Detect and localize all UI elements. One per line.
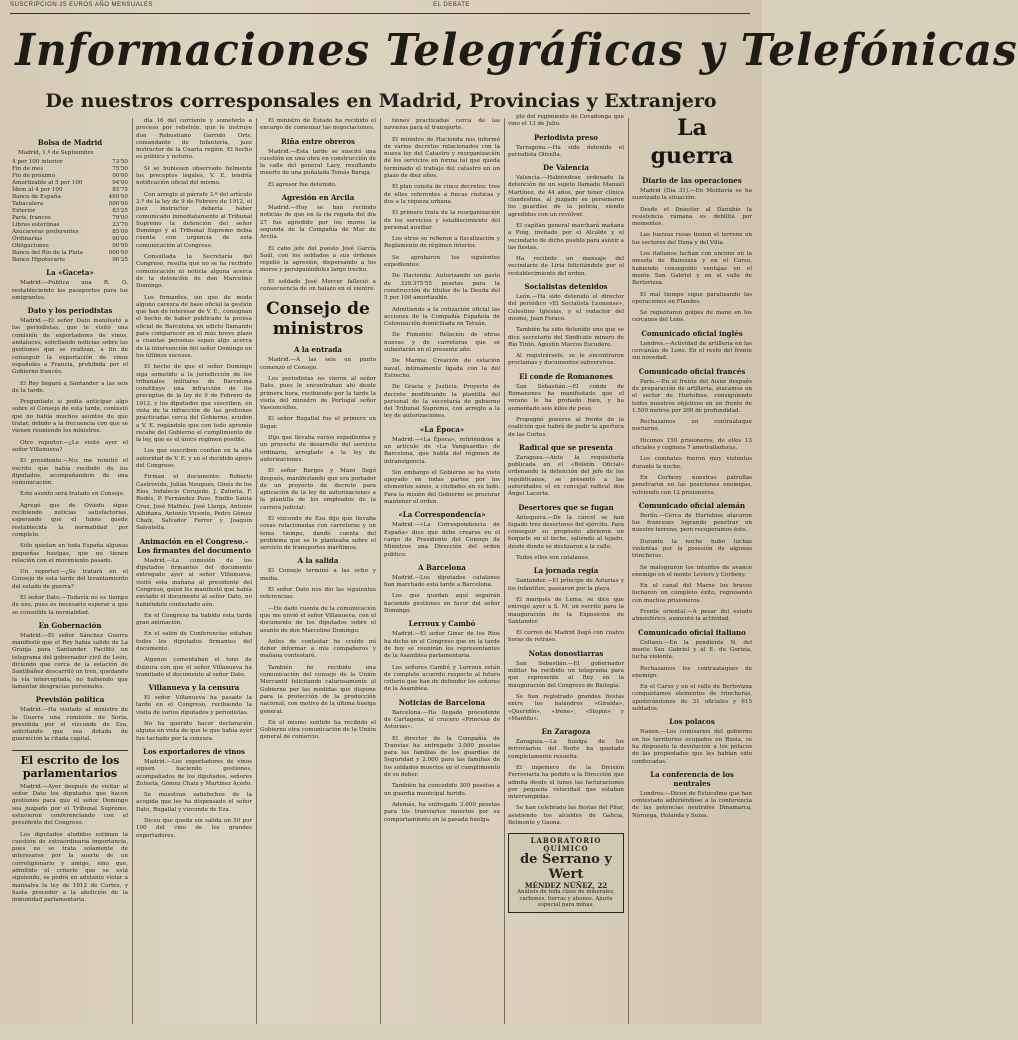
article-paragraph: León.—Ha sido detenido el director del periódico «El Socialista Leonense», Celestino Iglesias, y el redactor del mismo, Juan Feraco.: [508, 294, 624, 322]
bolsa-label: Azucareras preferentes: [12, 229, 79, 236]
bolsa-label: París, francos: [12, 215, 51, 222]
bolsa-value: 00'00: [112, 236, 128, 243]
article-paragraph: —He dado cuenta de la comunicación que me envió el señor Villanueva, con el documento de los diputados sobre el asunto de don Marcelino Domingo.: [260, 605, 376, 634]
article-paragraph: Londres.—Dicen de Estocolmo que han contestado adhiriéndose a la conferencia de las potencias neutrales Dinamarca, Noruega, Holanda y Suiza.: [632, 790, 752, 819]
bolsa-row: [12, 215, 128, 222]
article-paragraph: Madrid.—Publica una R. O. restableciendo los pasaportes para los emigrantes.: [12, 280, 128, 301]
column-3: [256, 118, 380, 1024]
article-paragraph: Preguntado si podía anticipar algo sobre el Consejo de esta tarde, contestó que no había muchos asuntos de que tratar, debido a la frecuencia con que se vienen reuniendo los ministros.: [12, 399, 128, 435]
article-paragraph: El señor Villanueva ha pasado la tarde en el Congreso, recibiendo la visita de varios diputados y periodistas.: [136, 695, 252, 716]
salida-heading: A la salida: [297, 556, 339, 566]
article-paragraph: También he recibido una comunicación del consejo de la Unión Mercantil felicitando calurosamente al Gobierno por las medidas que dispone para la protección de la producción nacional, con motivo de la última huelga general.: [260, 664, 376, 715]
article-paragraph: Madrid.—Los diputados catalanes han marchado esta tarde a Barcelona.: [384, 574, 500, 589]
article-paragraph: Consultada la Secretaría del Congreso, resulta que no se ha recibido comunicación ni noticia alguna acerca de la detención de don Marcelino Domingo.: [136, 254, 252, 290]
column-6: [628, 112, 756, 1018]
article-paragraph: Admitiendo a la cotización oficial las acciones de la Compañía Española de Colonización domiciliada en Tetuán.: [384, 306, 500, 328]
bolsa-label: Amortizable al 5 por 100: [12, 180, 83, 187]
article-paragraph: Madrid.—A las seis en punto comenzó el Consejo.: [260, 357, 376, 371]
article-paragraph: Berlín.—Cerca de Hurtebise atacaron los franceses logrando penetrar en nuestro terreno, pero recuperamos éste.: [632, 512, 752, 534]
bolsa-row: [12, 236, 128, 243]
article-paragraph: En el mismo sentido ha recibido el Gobierno otra comunicación de la Unión general de comercio.: [260, 719, 376, 741]
gaceta-heading: La «Gaceta»: [46, 268, 94, 278]
bolsa-row: [12, 229, 128, 236]
operaciones-heading: Diario de las operaciones: [642, 176, 742, 185]
article-paragraph: Propugnó ponerse al frente de la coalición que habrá de pedir la apertura de las Cortes.: [508, 416, 624, 438]
bolsa-label: Ordinarias: [12, 236, 43, 243]
article-paragraph: También ha sido detenido uno que se dice secretario del Sindicato minero de Río Tinto, Agustín Marcos Escudero.: [508, 327, 624, 348]
bolsa-value: 85'00: [112, 229, 128, 236]
article-paragraph: Se muestran satisfechos de la acogida que les ha dispensado el señor Dato, Bugallal y vizconde de Eza.: [136, 792, 252, 813]
article-paragraph: Madrid.—El señor Sánchez Guerra manifestó que el Rey había salido de La Granja para Santander. Facilitó un telegrama del gobernador civil de León, diciendo que cerca de la estación de Santibáñez descarriló un tren, quedando la vía interceptada, no habiendo que lamentar desgracias personales.: [12, 632, 128, 690]
article-paragraph: En el Carso y en el valle de Bertovizza conquistamos elementos de trincheras, apoderándonos de 31 oficiales y 615 soldados.: [632, 684, 752, 713]
ad-address: MÉNDEZ NÚÑEZ, 22: [524, 880, 608, 890]
section-title: Informaciones Telegráficas y Telefónicas: [15, 25, 1018, 76]
bolsa-value: 96'25: [112, 257, 128, 264]
article-paragraph: Los periodistas no vieron al señor Dato, pues le encontraban ahí desde primera hora, recibiendo por la tarde la visita del ministro de Portugal señor Vasconcellos.: [260, 375, 376, 412]
article-paragraph: Antes de contestar he creído mi deber informar a mis compañeros y mañana contestaré.: [260, 638, 376, 660]
article-paragraph: Algunos comentaban el tono de dulzura con que el señor Villanueva ha tramitado el documento al señor Dato.: [136, 657, 252, 678]
article-paragraph: Con arreglo al párrafo 3.º del artículo 2.º de la ley de 9 de Febrero de 1912, el juez instructor debería haber comunicado inmediatamente al Tribunal Supremo la detención del señor Domingo y al Tribunal Supremo debía cuenta con urgencia de esta comunicación al Congreso.: [136, 191, 252, 249]
jornada-heading: La jornada regia: [533, 566, 599, 576]
bolsa-value: 000'00: [108, 201, 128, 208]
article-paragraph: El cabo jefe del puesto José García Saúl, con los soldados a sus órdenes repelió la agresión, dispersando a los moros y persiguiéndoles largo trecho.: [260, 245, 376, 274]
bolsa-row: [12, 159, 128, 166]
article-paragraph: Desde el Dniester al Danubio la resistencia rumana es debilita por momentos.: [632, 206, 752, 228]
bolsa-value: 79'00: [112, 215, 128, 222]
romanones-heading: El conde de Romanones: [519, 371, 613, 381]
arcila-heading: Agresión en Arcila: [281, 193, 355, 203]
valencia-heading: De Valencia: [543, 163, 589, 173]
article-paragraph: Se han registrado grandes fiestas entre los balandros «Giralda», «Queridín», «Irene», «Stopin» y «Mantilo».: [508, 693, 624, 722]
article-paragraph: Rechazamos los contraataques de enemigo.: [632, 665, 752, 679]
donostiarras-heading: Notas donostiarras: [528, 648, 604, 658]
bolsa-label: Exterior: [12, 208, 36, 215]
article-paragraph: Madrid.—Ayer después de visitar al señor Dato los diputados que hacen gestiones para que el señor Domingo sea juzgado por el Tribunal Supremo, estuvieron conferenciando con el presidente del Congreso.: [12, 783, 128, 827]
article-paragraph: El primero trata de la reorganización de los servicios y establecimiento del personal auxiliar.: [384, 210, 500, 231]
article-paragraph: El señor Dato.—Todavía no es tiempo de eso, pues es necesario esperar a que se consolide la normalidad.: [12, 594, 128, 616]
aleman-heading: Comunicado oficial alemán: [638, 500, 746, 510]
bolsa-value: 75'50: [112, 166, 128, 173]
guerra-heading: La guerra: [650, 115, 734, 169]
frances-heading: Comunicado oficial francés: [638, 366, 746, 376]
article-paragraph: De Marina: Creación de estación naval, íntimamente ligada con la del Estrecho.: [384, 358, 500, 379]
italiano-heading: Comunicado oficial italiano: [638, 627, 746, 637]
bolsa-value: 00'00: [112, 243, 128, 250]
article-paragraph: Los combates fueron muy violentos durante la noche.: [632, 456, 752, 470]
article-paragraph: Durante la noche hubo luchas violentas por la posesión de algunas trincheras.: [632, 538, 752, 560]
desertores-heading: Desertores que se fugan: [518, 502, 614, 512]
article-paragraph: El Rey llegará a Santander a las seis de la tarde.: [12, 380, 128, 394]
ingles-heading: Comunicado oficial inglés: [641, 328, 743, 338]
periodista-heading: Periodista preso: [534, 132, 598, 142]
article-paragraph: Además, ha entregado 3.000 pesetas para los tranviarios muertos por su comportamiento en la pasada huelga.: [384, 801, 500, 823]
radical-heading: Radical que se presenta: [519, 442, 613, 452]
article-paragraph: De Gracia y Justicia: Proyecto de decreto modificando la plantilla del personal de la secretaría de gobierno del Tribunal Supremo, con arreglo a la ley de autorizaciones.: [384, 384, 500, 420]
lerroux-heading: Lerroux y Cambó: [408, 619, 476, 629]
article-paragraph: Santander.—El príncipe de Asturias y los infantitos, pasearon por la playa.: [508, 578, 624, 592]
article-paragraph: Los firmantes, sin que de modo alguno carezca de base oficial la gestión que han de interesar de V. E., consignan el hecho de haber publicado la prensa oficial de Barcelona un edicto llamando para comparecer en el más breve plazo a cuantas personas sepan algo acerca de la intervención del señor Domingo en los últimos sucesos.: [136, 294, 252, 359]
article-paragraph: El señor Burgos y Mazo llegó después, manifestando que era portador de un proyecto de decreto para aplicación de la ley de autorizaciones a la plantilla de los empleados de la carrera judicial.: [260, 468, 376, 511]
article-paragraph: El ministro de Hacienda nos informó de varios decretos relacionados con la nueva ley del Catastro y reorganización de los servicios en forma tal que queda terminado el trabajo del catastro en un plazo de diez años.: [384, 136, 500, 180]
article-paragraph: Agregó que de Oviedo sigue recibiendo noticias satisfactorias, esperando que el lunes quede restablecida la normalidad por completo.: [12, 502, 128, 538]
article-paragraph: Madrid.—«La Correspondencia de España» dice que debe crearse en el cargo de Presidente del Consejo de Ministros una Dirección del orden público.: [384, 522, 500, 558]
bolsa-value: 00'00: [112, 173, 128, 180]
article-paragraph: Madrid.—El señor Dato manifestó a los periodistas, que le visitó una comisión de exportadores de vinos, andaluces, solicitando noticias sobre las gestiones que se realizan, a fin de conseguir la exportación de vinos españoles a Francia, prohibida por el Gobierno francés.: [12, 318, 128, 376]
article-paragraph: El agresor fue detenido.: [268, 181, 337, 188]
article-paragraph: Zaragoza.—La huelga de los ferroviarios del Norte ha quedado completamente resuelta.: [508, 739, 624, 760]
bolsa-label: Libras esterlinas: [12, 222, 60, 229]
barcelona-heading: A Barcelona: [418, 562, 466, 572]
article-paragraph: En el Congreso ha habido esta tarde gran animación.: [136, 612, 252, 627]
article-paragraph: Madrid.—Esta tarde se suscitó una cuestión en una obra en construcción de la calle del general Lacy, resultando muerto de una puñalada Tomás Baraja.: [260, 148, 376, 177]
laboratorio-ad: [508, 833, 624, 912]
article-paragraph: San Sebastián.—El conde de Romanones ha manifestado que el verano le ha probado bien, y ha aumentado seis kilos de peso.: [508, 383, 624, 412]
article-paragraph: Hicimos 150 prisioneros, de ellos 13 oficiales y cogimos 7 ametralladoras.: [632, 437, 752, 452]
article-paragraph: Zaragoza.—Ante la requisitoria publicada en el «Boletín Oficial» ordenando la detención del jefe de los republicanos, se presentó a las autoridades el ex concejal radical don Ángel Lacorte.: [508, 454, 624, 498]
article-paragraph: Otro reporter.—¿Le visitó ayer el señor Villanueva?: [12, 439, 128, 453]
article-paragraph: Sin embargo el Gobierno se ha visto apoyado en todas partes por los elementos sanos, a ciudades en su lado. Para la misión del Gobierno es procurar mantener el orden.: [384, 469, 500, 506]
article-paragraph: En el canal del Marne los bravos lucharon un completo éxito, regresando con muchos prisioneros.: [632, 583, 752, 604]
article-paragraph: El presidente.—No; me remitió el escrito que había recibido de los diputados, acompañándolo de una comunicación.: [12, 458, 128, 487]
article-paragraph: El señor Bugallal fue el primero en llegar.: [260, 416, 376, 430]
bolsa-label: Banco Hipotecario: [12, 257, 65, 264]
epoca-heading: «La Época»: [419, 424, 465, 434]
entrada-heading: A la entrada: [294, 345, 342, 355]
gobernacion-heading: En Gobernación: [38, 620, 102, 630]
bolsa-row: [12, 222, 128, 229]
bolsa-label: Banco del Río de la Plata: [12, 250, 83, 257]
socialistas-heading: Socialistas detenidos: [524, 282, 608, 292]
subscription-note: SUSCRIPCION 25 EUROS AÑO MENSUALES: [10, 2, 154, 8]
article-paragraph: Los que suscriben confían en la alta autoridad de V. E. y en el decidido apoyo del Congreso.: [136, 448, 252, 470]
article-paragraph: No ha querido hacer declaración alguna en vista de que lo que había ayer fue tachado por la censura.: [136, 721, 252, 742]
article-paragraph: Madrid.—Los exportadores de vinos siguen haciendo gestiones, acompañados de los diputados, señores Zulueta, Gómez Chaix y Martínez Acedo.: [136, 758, 252, 787]
rina-heading: Riña entre obreros: [281, 136, 355, 146]
column-1: [8, 134, 132, 1040]
article-paragraph: El marqués de Lema, se dice que entregó ayer a S. M. un escrito para la inauguración de la Exposición de Santander.: [508, 596, 624, 625]
bolsa-label: Ídem al 4 por 100: [12, 187, 63, 194]
ad-name: de Serrano y Wert: [520, 851, 612, 882]
villanueva-heading: Villanueva y la censura: [148, 683, 240, 693]
article-paragraph: Dijo que llevaba varios expedientes y un proyecto de desarrollo del servicio ordinario, arreglado a la ley de autorizaciones.: [260, 435, 376, 463]
bolsa-date: Madrid, 1.º de Septiembre: [18, 150, 94, 156]
article-paragraph: Sólo quedan en toda España algunas pequeñas huelgas, que no tienen relación con el movimiento pasado.: [12, 543, 128, 564]
bolsa-table: [12, 159, 128, 264]
bolsa-row: [12, 173, 128, 180]
article-paragraph: El ministro de Estado ha recibido el encargo de comenzar las negociaciones.: [260, 118, 376, 132]
article-paragraph: Nauen.—Los comisarios del gobierno en los territorios ocupados en Rusia, se ha dispuesto la devolución a los polacos de las propiedades que les habían sido confiscadas.: [632, 729, 752, 765]
dato-heading: Dato y los periodistas: [27, 306, 113, 316]
article-paragraph: Se han celebrado las fiestas del Pilar, asistiendo los alcaldes de Galicia, Belmonte y Gaona.: [508, 805, 624, 827]
article-paragraph: El ingeniero de la División Ferroviaria ha pedido a la Dirección que admita desde el lunes las facturaciones por pequeña velocidad que estaban interrumpidas.: [508, 765, 624, 801]
bolsa-value: 000'00: [108, 250, 128, 257]
column-2: [132, 118, 256, 1024]
article-paragraph: Firman el documento: Roberto Castrovido, Julián Nougués, Ginés de los Ríos, Indalecio Corujedo, J. Zulueta, F. Rodés, P. Fernández Pozo, Emilio Santa Cruz, José Mathéu, José Llarga, Antonio Albiñana, Antonio Vicente, Pedro Gómez Chaix, Salvador Ferrer y Joaquín Salvatella.: [136, 474, 252, 532]
article-paragraph: Dicen que queda sin salida un 50 por 100 del vino de los grandes exportadores.: [136, 818, 252, 839]
article-paragraph: Los que quedan aquí seguirán haciendo gestiones en favor del señor Domingo.: [384, 593, 500, 615]
columns: [8, 114, 756, 1024]
article-paragraph: tiones practicadas cerca de las navieras para el transporte.: [384, 118, 500, 132]
article-paragraph: En el salón de Conferencias estaban todos los diputados firmantes del documento.: [136, 631, 252, 652]
column-4: [380, 118, 504, 1024]
ad-text: Análisis de toda clase de minerales, carbones, tierras y abonos. Ajuste especial para minas.: [517, 889, 615, 909]
article-paragraph: El director de la Compañía de Tranvías ha entregado 3.000 pesetas para las familias de los guardias de Seguridad y 2.000 para las familias de los soldados muertos en el cumplimiento de su deber.: [384, 735, 500, 779]
bolsa-value: 73'50: [112, 159, 128, 166]
article-paragraph: Al registrársele, se le encontraron proclamas y documentos subversivos.: [508, 353, 624, 367]
article-paragraph: Madrid.—Hoy se han recibido noticias de que en la ría regada del día 27 fue agredido por los moros la segunda de la Compañía de Mar de Arcila.: [260, 205, 376, 241]
bolsa-row: [12, 194, 128, 201]
bolsa-row: [12, 201, 128, 208]
article-paragraph: Valencia.—Habiéndose ordenado la detención de un sujeto llamado Manuel Martínez, de 44 años, por tener clínica clandestina, al juzgado se personaron los guardias de la policía, siendo agredidos con un revólver.: [508, 175, 624, 218]
bolsa-label: 4 por 100 interior: [12, 159, 63, 166]
article-paragraph: día 16 del corriente y someterlo a proceso por rebelión, que le instruye don Robustiano Garrido Orts, comandante de Infantería, juez instructor de la Cuarta región. El hecho es público y notorio.: [136, 118, 252, 161]
article-paragraph: El vizconde de Eza dijo que llevaba cosas relacionadas con carreteras y un tema tiempo, dando cuenta del problema que se le planteaba sobre el servicio de transportes marítimos.: [260, 515, 376, 552]
bolsa-label: Obligaciones: [12, 243, 49, 250]
article-paragraph: Se aprobaron los siguientes expedientes:: [384, 254, 500, 269]
article-paragraph: De Hacienda: Autorizando un gasto de 339.375'55 pesetas para la construcción de títulos de la Deuda del 5 por 100 amortizable.: [384, 273, 500, 302]
bolsa-heading: Bolsa de Madrid: [37, 138, 103, 147]
neutrales-heading: La conferencia de los neutrales: [650, 769, 734, 788]
article-paragraph: Madrid.—Ha visitado al ministro de la Guerra una comisión de Soria, presidida por el vizconde de Eza, solicitando que sea dotada de guarnición la citada capital.: [12, 707, 128, 743]
article-paragraph: Tarragona.—Ha sido detenido el periodista Olivella.: [508, 144, 624, 158]
polacos-heading: Los polacos: [669, 717, 715, 727]
section-subtitle: De nuestros corresponsales en Madrid, Provincias y Extranjero: [45, 90, 717, 112]
article-paragraph: Se malograron los intentos de avance enemigo en el monte Leviers y Corbeny.: [632, 564, 752, 578]
escrito-heading: El escrito de los parlamentarios: [12, 750, 128, 780]
article-paragraph: Coltano.—En la pendiente N. del monte San Gabriel y al E. de Gorizia, lucha violenta.: [632, 639, 752, 661]
bolsa-value: 23'70: [112, 222, 128, 229]
article-paragraph: El hecho de que el señor Domingo siga sometido a la jurisdicción de los tribunales militares de Barcelona constituye una infracción de los preceptos de la ley de 9 de Febrero de 1912, y los diputados que suscriben, en vista de la infracción de las gestiones practicadas cerca del Gobierno, acuden a V. E. rogándole que con todo apremio recabe del Gobierno el cumplimiento de la ley, que es el único régimen posible.: [136, 364, 252, 444]
article-paragraph: Ha recibido un mensaje del vecindario de Liria felicitándole por el restablecimiento del orden.: [508, 256, 624, 277]
vinos-heading: Los exportadores de vinos: [143, 746, 245, 756]
article-paragraph: plo del regimiento de Covadonga que vino el 13 de Julio.: [508, 114, 624, 128]
zaragoza-heading: En Zaragoza: [541, 727, 591, 737]
article-paragraph: Se registraron golpes de mano en los cercanos del Lens.: [632, 310, 752, 324]
article-paragraph: Un reporter.—¿Se tratará en el Consejo de esta tarde del levantamiento del estado de guerra?: [12, 569, 128, 590]
bolsa-value: 94'00: [112, 180, 128, 187]
article-paragraph: El señor Dato nos dio las siguientes referencias:: [260, 587, 376, 601]
bolsa-value: 85'75: [112, 187, 128, 194]
bolsa-row: [12, 257, 128, 264]
article-paragraph: El mal tiempo sigue paralizando las operaciones en Flandes.: [632, 291, 752, 305]
article-paragraph: Las fuerzas rusas tienen el terreno en los sectores del Duna y del Vilia.: [632, 232, 752, 246]
article-paragraph: En Corbeny nuestras patrullas penetraron en las posiciones enemigas, volviendo con 12 prisioneros.: [632, 474, 752, 496]
article-paragraph: Madrid.—El señor Giner de los Ríos ha dicho en el Congreso que en la tarde de hoy se reunirán los representantes de la Asamblea parlamentaria.: [384, 631, 500, 660]
bolsa-label: Tabacalera: [12, 201, 44, 208]
header-rule: [10, 13, 750, 14]
bolsa-row: [12, 250, 128, 257]
article-paragraph: Todos ellos son catalanes.: [516, 555, 590, 562]
article-paragraph: París.—En el frente del Aisne después de preparación de artillería, atacamos en el sector de Hurtebise, consiguiendo todos nuestros objetivos en un frente de 1.500 metros por 300 de profundidad.: [632, 378, 752, 414]
consejo-heading: Consejo de ministros: [266, 299, 370, 340]
bolsa-label: Fin de mes: [12, 166, 44, 173]
animacion-heading: Animación en el Congreso.–Los firmantes del documento: [136, 536, 252, 555]
noticias-heading: Noticias de Barcelona: [398, 697, 486, 707]
article-paragraph: Londres.—Actividad de artillería en las cercanías de Lens. En el resto del frente sin novedad.: [632, 340, 752, 362]
article-paragraph: Si se hubiesen observado fielmente los preceptos legales, V. E. tendría notificación oficial del mismo.: [136, 165, 252, 187]
article-paragraph: Barcelona.—Ha llegado procedente de Cartagena, el crucero «Princesa de Asturias».: [384, 709, 500, 731]
bolsa-value: 83'25: [112, 208, 128, 215]
prevision-heading: Previsión política: [35, 695, 105, 705]
bolsa-value: 460'00: [108, 194, 128, 201]
correspondencia-heading: «La Correspondencia»: [398, 510, 486, 520]
bolsa-label: Banco de España: [12, 194, 61, 201]
ad-title: LABORATORIO QUÍMICO: [530, 836, 602, 853]
article-paragraph: El soldado José Mercer falleció a consecuencia de un balazo en el vientre.: [260, 278, 376, 293]
article-paragraph: También ha concedido 300 pesetas a un guardia municipal herido.: [384, 783, 500, 797]
article-paragraph: Antequera.—De la cárcel se han fugado tres desertores del ejército. Para conseguir su propósito abrieron un boquete en el techo, saliendo al tejado, desde donde se deslizaron a la calle.: [508, 514, 624, 550]
paper-name: EL DEBATE: [433, 2, 470, 8]
article-paragraph: El plan consta de cinco decretos: tres de ellos referentes a fincas rústicas y dos a la riqueza urbana.: [384, 184, 500, 205]
article-paragraph: El capitán general marchará mañana a Puig, invitado por el Alcalde y el vecindario de dicho pueblo para asistir a las fiestas.: [508, 222, 624, 251]
article-paragraph: San Sebastián.—El gobernador militar ha recibido un telegrama para que represente al Rey en la inauguración del Congreso de Biología.: [508, 660, 624, 689]
article-paragraph: Este asunto será tratado en Consejo.: [20, 491, 125, 498]
article-paragraph: Madrid.—La comisión de los diputados firmantes del documento entregado ayer al señor Villanueva, visitó esta mañana al presidente del Congreso, quien les manifestó que había enviado el documento al señor Dato, no habiéndole contestado aún.: [136, 557, 252, 608]
top-strip: [10, 2, 750, 12]
column-5: [504, 114, 628, 1020]
article-paragraph: Rechazamos un contraataque nocturno.: [632, 419, 752, 433]
article-paragraph: Los otros se refieren a fiscalización y Reglamento de régimen interior.: [384, 236, 500, 250]
article-paragraph: De Fomento: Relación de obras nuevas y de carreteras que se subastarán en el presente año.: [384, 332, 500, 354]
article-paragraph: El Consejo terminó a las ocho y media.: [260, 568, 376, 582]
article-paragraph: Los señores Cambó y Lerroux están de completo acuerdo respecto al futuro criterio que han de defender los señores de la Asamblea.: [384, 664, 500, 693]
article-paragraph: Los italianos luchan con encono en la meseta de Bainsizza y en el Carso, habiendo conseguido ventajas en el monte San Gabriel y en el valle de Bertovizza.: [632, 251, 752, 287]
article-paragraph: Los diputados aludidos estiman la cuestión de extraordinaria importancia, pues no se trata solamente de interesarse por la suerte de un correligionario y amigo, sino que, admitido el criterio que se está siguiendo, se podrá en adelante violar a mansalva la ley de 1912 de Cortes, y hasta proceder a la abolición de la inmunidad parlamentaria.: [12, 831, 128, 904]
article-paragraph: Madrid.—«La Época», refiriéndose a un artículo de «La Vanguardia» de Barcelona, que habla del régimen de intransigencia.: [384, 436, 500, 465]
article-paragraph: Madrid (Día 31).—En Moldavia se ha suavizado la situación.: [632, 188, 752, 202]
article-paragraph: Frente oriental.—A pesar del estado atmosférico, aumentó la actividad.: [632, 609, 752, 623]
bolsa-label: Fin de próximo: [12, 173, 55, 180]
article-paragraph: El correo de Madrid llegó con cuatro horas de retraso.: [508, 630, 624, 644]
